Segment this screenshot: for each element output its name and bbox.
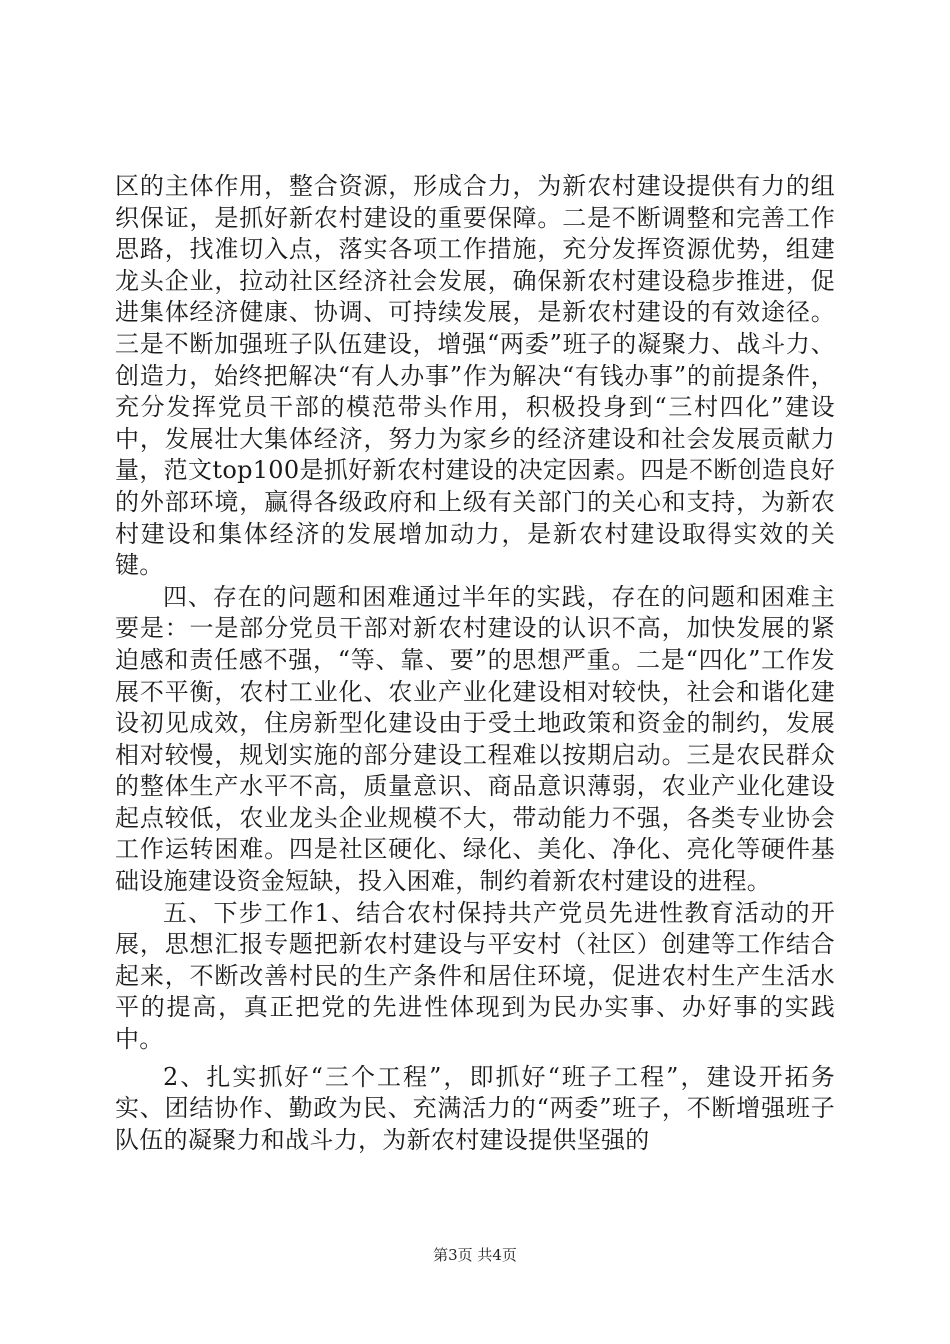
document-body <box>115 171 835 1156</box>
page-number-footer: 第3页 共4页 <box>433 1246 517 1264</box>
paragraph-1: 区的主体作用，整合资源，形成合力，为新农村建设提供有力的组织保证，是抓好新农村建设的重要保障。二是不断调整和完善工作思路，找准切入点，落实各项工作措施，充分发挥资源优势，组建龙头企业，拉动社区经济社会发展，确保新农村建设稳步推进，促进集体经济健康、协调、可持续发展，是新农村建设的有效途径。三是不断加强班子队伍建设，增强“两委”班子的凝聚力、战斗力、创造力，始终把解决“有人办事”作为解决“有钱办事”的前提条件，充分发挥党员干部的模范带头作用，积极投身到“三村四化”建设中，发展壮大集体经济，努力为家乡的经济建设和社会发展贡献力量，范文top100是抓好新农村建设的决定因素。四是不断创造良好的外部环境，赢得各级政府和上级有关部门的关心和支持，为新农村建设和集体经济的发展增加动力，是新农村建设取得实效的关键。 <box>115 172 835 580</box>
paragraph-4: 2、扎实抓好“三个工程”，即抓好“班子工程”，建设开拓务实、团结协作、勤政为民、充满活力的“两委”班子，不断增强班子队伍的凝聚力和战斗力，为新农村建设提供坚强的 <box>115 1062 835 1154</box>
paragraph-2: 四、存在的问题和困难通过半年的实践，存在的问题和困难主要是：一是部分党员干部对新农村建设的认识不高，加快发展的紧迫感和责任感不强，“等、靠、要”的思想严重。二是“四化”工作发展不平衡，农村工业化、农业产业化建设相对较快，社会和谐化建设初见成效，住房新型化建设由于受土地政策和资金的制约，发展相对较慢，规划实施的部分建设工程难以按期启动。三是农民群众的整体生产水平不高，质量意识、商品意识薄弱，农业产业化建设起点较低，农业龙头企业规模不大，带动能力不强，各类专业协会工作运转困难。四是社区硬化、绿化、美化、净化、亮化等硬件基础设施建设资金短缺，投入困难，制约着新农村建设的进程。 <box>115 582 835 896</box>
paragraph-3: 五、下步工作1、结合农村保持共产党员先进性教育活动的开展，思想汇报专题把新农村建设与平安村（社区）创建等工作结合起来，不断改善村民的生产条件和居住环境，促进农村生产生活水平的提高，真正把党的先进性体现到为民办实事、办好事的实践中。 <box>115 898 835 1054</box>
